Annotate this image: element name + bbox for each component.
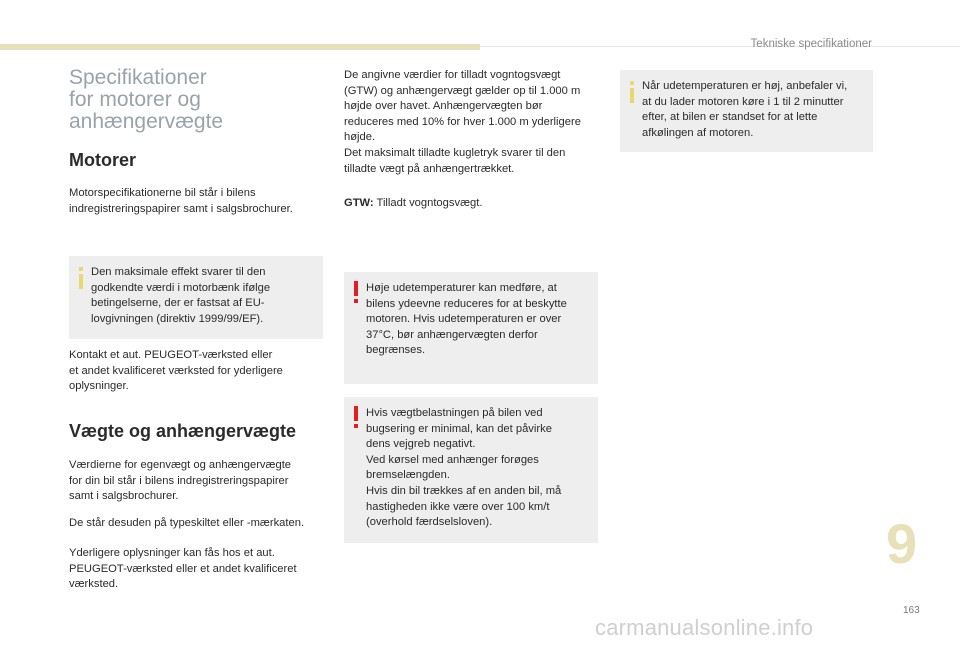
more-info-text: Yderligere oplysninger kan fås hos et aut. PEUGEOT-værksted eller et andet kvalificeret værksted. bbox=[69, 547, 297, 591]
box-line: Når udetemperaturen er høj, anbefaler vi, bbox=[642, 80, 848, 92]
box-line: betingelserne, der er fastsat af EU- bbox=[91, 297, 265, 310]
title-line: Specifikationer bbox=[69, 66, 207, 89]
weights-heading: Vægte og anhængervægte bbox=[69, 421, 297, 441]
chapter-number: 9 bbox=[886, 512, 918, 575]
contact-text: Kontakt et aut. PEUGEOT-værksted eller et andet kvalificeret værksted for yderligere oplysninger. bbox=[69, 349, 283, 393]
motorer-text: Motorspecifikationerne bil står i bilens indregistreringspapirer samt i salgsbrochurer. bbox=[69, 187, 293, 215]
box-line: Den maksimale effekt svarer til den bbox=[91, 266, 266, 278]
box-line: Høje udetemperaturer kan medføre, at bbox=[366, 282, 557, 294]
header-rule bbox=[480, 46, 960, 47]
warning-icon bbox=[351, 406, 361, 428]
warning-box-temperature bbox=[344, 272, 598, 384]
weights-text: Værdierne for egenvægt og anhængervægte for din bil står i bilens indregistreringspapirer samt i salgsbrochurer. bbox=[69, 459, 292, 503]
box-line: lovgivningen (direktiv 1999/99/EF). bbox=[91, 312, 264, 325]
box-line: bugsering er minimal, kan det påvirke bbox=[366, 422, 552, 435]
header-accent-bar bbox=[0, 44, 480, 50]
warning-icon bbox=[351, 281, 361, 303]
title-line: anhængervægte bbox=[69, 110, 224, 133]
gtw-info-text: De angivne værdier for tilladt vogntogsvægt (GTW) og anhængervægt gælder op til 1.000 m højde over havet. Anhængervægten bør reduceres med 10% for hver 1.000 m yderligere højde. Det maksimalt tilladte kugletryk svarer til den tilladte vægt på anhængertrækket. bbox=[344, 69, 581, 175]
title-line: for motorer og bbox=[69, 88, 201, 111]
box-line: bilens ydeevne reduceres for at beskytte bbox=[366, 297, 567, 310]
warning-box-towing bbox=[344, 397, 598, 543]
plate-text: De står desuden på typeskiltet eller -mærkaten. bbox=[69, 517, 305, 529]
info-box-effekt bbox=[69, 256, 323, 339]
box-line: godkendte værdi i motorbænk ifølge bbox=[91, 281, 271, 294]
page-title bbox=[69, 67, 223, 133]
gtw-definition bbox=[344, 196, 482, 212]
box-line: motoren. Hvis udetemperaturen er over bbox=[366, 313, 562, 326]
box-line: bremselængden. bbox=[366, 469, 450, 482]
motorer-heading: Motorer bbox=[69, 150, 136, 170]
info-box-cooling bbox=[620, 70, 873, 152]
box-line: efter, at bilen er standset for at lette bbox=[642, 111, 818, 124]
info-icon bbox=[627, 81, 637, 103]
box-line: afkølingen af motoren. bbox=[642, 126, 754, 139]
box-line: dens vejgreb negativt. bbox=[366, 438, 476, 451]
box-line: hastigheden ikke være over 100 km/t bbox=[366, 500, 550, 513]
page-number: 163 bbox=[903, 605, 920, 616]
section-name: Tekniske specifikationer bbox=[750, 38, 872, 50]
box-line: 37°C, bør anhængervægten derfor bbox=[366, 328, 538, 341]
gtw-definition-text: Tilladt vogntogsvægt. bbox=[373, 197, 483, 209]
box-line: Hvis din bil trækkes af en anden bil, må bbox=[366, 484, 562, 497]
info-icon bbox=[76, 267, 86, 289]
gtw-label: GTW: bbox=[344, 197, 374, 209]
box-line: (overhold færdselsloven). bbox=[366, 516, 493, 529]
box-line: at du lader motoren køre i 1 til 2 minutter bbox=[642, 95, 844, 108]
box-line: begrænses. bbox=[366, 344, 426, 357]
box-line: Hvis vægtbelastningen på bilen ved bbox=[366, 407, 543, 419]
box-line: Ved kørsel med anhænger forøges bbox=[366, 453, 539, 466]
watermark: carmanualsonline.info bbox=[595, 615, 814, 640]
